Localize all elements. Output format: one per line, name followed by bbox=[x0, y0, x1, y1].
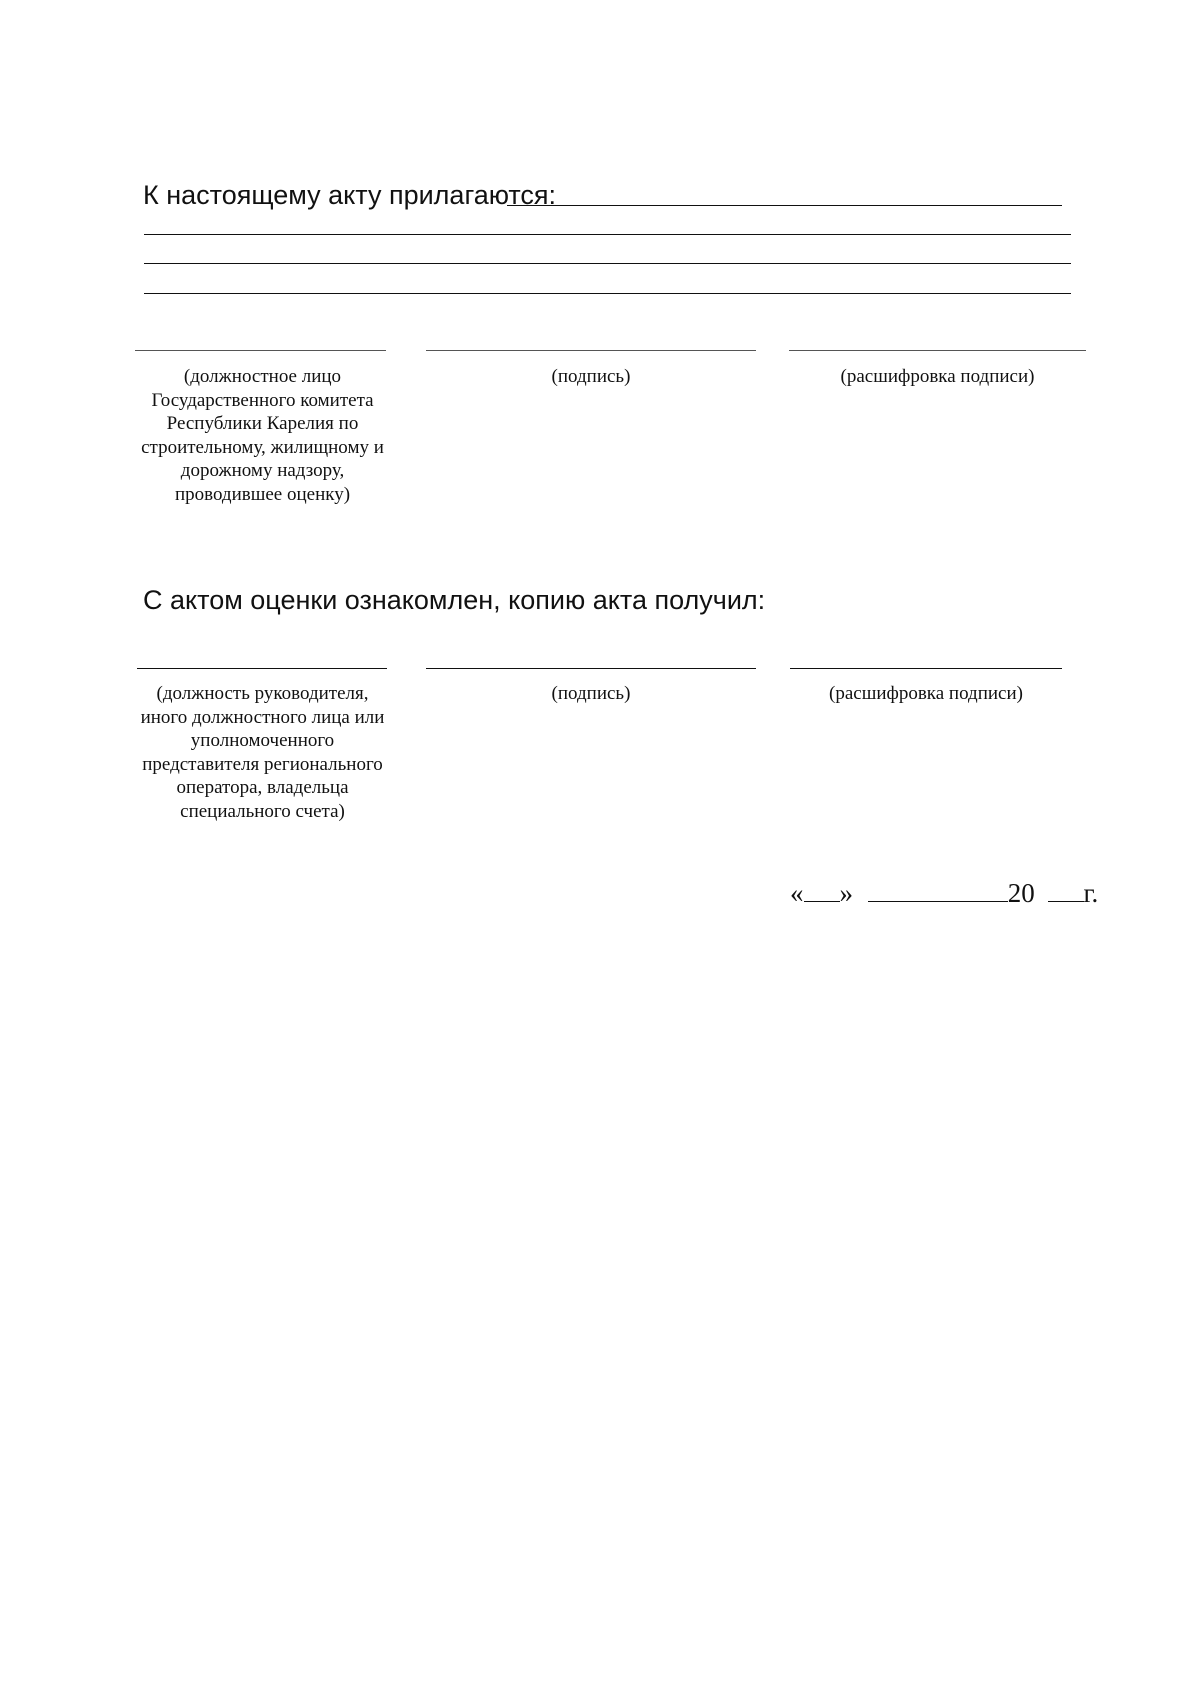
attachments-fill-line-2 bbox=[144, 234, 1071, 235]
attachments-fill-line-3 bbox=[144, 263, 1071, 264]
inspector-signature-caption: (подпись) bbox=[551, 366, 631, 387]
attachments-fill-line-4 bbox=[144, 293, 1071, 294]
attachments-fill-line-1 bbox=[507, 205, 1062, 206]
recipient-signature-line bbox=[426, 668, 756, 669]
date-close-quote: » bbox=[839, 878, 853, 908]
month-blank bbox=[868, 877, 1008, 902]
day-blank bbox=[804, 877, 840, 902]
attachments-label: К настоящему акту прилагаются: bbox=[143, 180, 557, 210]
date-line bbox=[790, 876, 1098, 910]
inspector-signature-line bbox=[426, 350, 756, 351]
date-year-suffix: г. bbox=[1083, 878, 1099, 908]
date-open-quote: « bbox=[790, 878, 804, 908]
recipient-signature-caption: (подпись) bbox=[551, 683, 631, 704]
recipient-position-caption: (должность руководителя, иного должностного лица или уполномоченного представителя регионального оператора, владельца специального счета) bbox=[140, 683, 385, 822]
acknowledgement-label: С актом оценки ознакомлен, копию акта получил: bbox=[143, 585, 766, 615]
date-century: 20 bbox=[1007, 878, 1035, 908]
recipient-name-line bbox=[790, 668, 1062, 669]
inspector-name-line bbox=[789, 350, 1086, 351]
recipient-name-caption: (расшифровка подписи) bbox=[829, 683, 1023, 704]
recipient-position-line bbox=[137, 668, 387, 669]
inspector-name-caption: (расшифровка подписи) bbox=[840, 366, 1035, 387]
year-blank bbox=[1048, 877, 1084, 902]
inspector-position-caption: (должностное лицо Государственного комитета Республики Карелия по строительному, жилищному и дорожному надзору, проводившее оценку) bbox=[141, 366, 384, 505]
inspector-position-line bbox=[135, 350, 386, 351]
